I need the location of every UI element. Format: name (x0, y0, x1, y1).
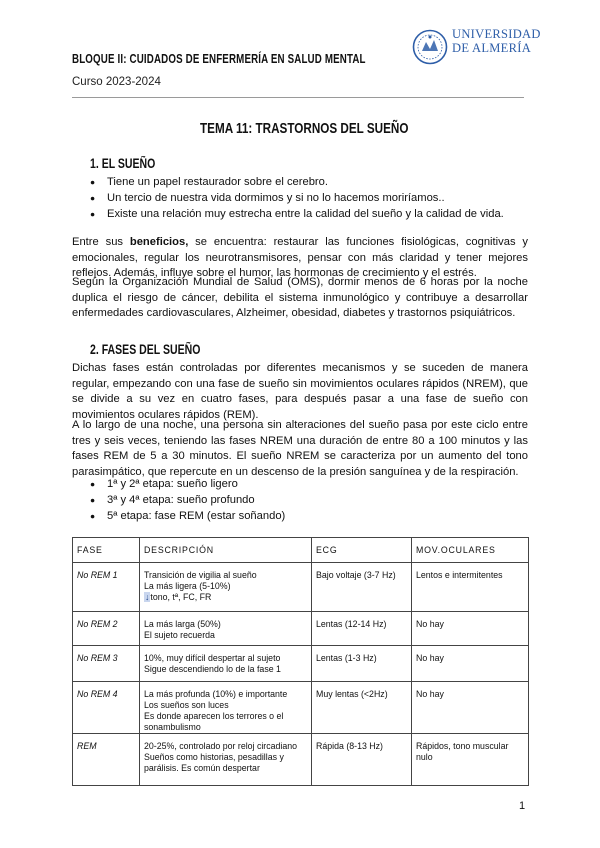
description-line: La más ligera (5-10%) (144, 581, 231, 591)
eye-movement-line: nulo (416, 752, 433, 762)
list-item: ● Un tercio de nuestra vida dormimos y si no lo hacemos moriríamos.. (90, 190, 504, 206)
description-cell (140, 612, 312, 646)
phase-cell: REM (73, 734, 140, 786)
description-cell (140, 563, 312, 612)
description-line: Es donde aparecen los terrores o el (144, 711, 284, 721)
description-line: 20-25%, controlado por reloj circadiano (144, 741, 298, 751)
ecg-cell: Bajo voltaje (3-7 Hz) (312, 563, 412, 612)
table-row (73, 563, 529, 612)
eye-movement-cell (412, 734, 529, 786)
description-line: Sueños como historias, pesadillas y (144, 752, 284, 762)
oms-paragraph: Según la Organización Mundial de Salud (OMS), dormir menos de 6 horas por la noche duplica el riesgo de cáncer, debilita el sistema inmunológico y contribuye a desarrollar enfermedades cardiovasculares, Alzheimer, obesidad, diabetes y trastornos psiquiátricos. (72, 276, 528, 320)
header-divider (72, 97, 524, 98)
ecg-cell: Muy lentas (<2Hz) (312, 682, 412, 734)
sleep-phases-table (72, 537, 529, 786)
eye-movement-cell: No hay (412, 612, 529, 646)
list-item: ● Existe una relación muy estrecha entre la calidad del sueño y la calidad de vida. (90, 206, 504, 222)
document-title: TEMA 11: TRASTORNOS DEL SUEÑO (200, 120, 409, 137)
description-line: El sujeto recuerda (144, 630, 215, 640)
description-cell (140, 682, 312, 734)
description-line: 10%, muy difícil despertar al sujeto (144, 653, 281, 663)
ecg-cell: Rápida (8-13 Hz) (312, 734, 412, 786)
benefits-text: se encuentra: restaurar las funciones fisiológicas, cognitivas y emocionales, regular los neurotransmisores, pensar con más claridad y tener mejores reflejos. Además, influye sobre el humor, las hormonas de crecimiento y el estrés. (72, 236, 528, 280)
list-item: ● 1ª y 2ª etapa: sueño ligero (90, 476, 285, 492)
benefits-prefix: Entre sus (72, 236, 130, 248)
table-row (73, 682, 529, 734)
table-row (73, 734, 529, 786)
eye-movement-cell: No hay (412, 646, 529, 682)
eye-movement-line: Rápidos, tono muscular (416, 741, 509, 751)
benefits-bold: beneficios, (129, 236, 189, 248)
description-cell (140, 646, 312, 682)
list-item: ● 3ª y 4ª etapa: sueño profundo (90, 492, 285, 508)
page-number: 1 (519, 800, 526, 812)
university-seal-icon (412, 29, 448, 65)
section-1-bullets (90, 174, 504, 222)
table-row (73, 646, 529, 682)
eye-movement-cell: No hay (412, 682, 529, 734)
section-2-heading: 2. FASES DEL SUEÑO (90, 342, 201, 357)
university-logo (412, 26, 541, 68)
description-line: La más profunda (10%) e importante (144, 689, 288, 699)
column-header: MOV.OCULARES (412, 538, 529, 563)
course-year: Curso 2023-2024 (72, 76, 161, 88)
column-header: DESCRIPCIÓN (140, 538, 312, 563)
ecg-cell: Lentas (1-3 Hz) (312, 646, 412, 682)
description-line: sonambulismo (144, 722, 201, 732)
section-1-heading: 1. EL SUEÑO (90, 156, 156, 171)
table-row (73, 612, 529, 646)
description-line: Transición de vigilia al sueño (144, 570, 257, 580)
eye-movement-cell: Lentos e intermitentes (412, 563, 529, 612)
description-line: Los sueños son luces (144, 700, 229, 710)
description-line: parálisis. Es común despertar (144, 763, 260, 773)
phases-paragraph-1: Dichas fases están controladas por diferentes mecanismos y se suceden de manera regular, empezando con una fase de sueño sin movimientos oculares rápidos (NREM), que se divide a su vez en cuatro fases, para después pasar a una fase de sueño con movimientos oculares rápidos (REM). (72, 362, 528, 421)
description-cell (140, 734, 312, 786)
column-header: ECG (312, 538, 412, 563)
phase-cell: No REM 4 (73, 682, 140, 734)
column-header: FASE (73, 538, 140, 563)
logo-line-2: DE ALMERÍA (452, 40, 532, 55)
course-title: BLOQUE II: CUIDADOS DE ENFERMERÍA EN SALUD MENTAL (72, 52, 366, 66)
phase-cell: No REM 1 (73, 563, 140, 612)
list-item: ● Tiene un papel restaurador sobre el cerebro. (90, 174, 504, 190)
logo-line-1: UNIVERSIDAD (452, 27, 541, 41)
ecg-cell: Lentas (12-14 Hz) (312, 612, 412, 646)
description-line: Sigue descendiendo lo de la fase 1 (144, 664, 281, 674)
description-text: tono, tª, FC, FR (150, 592, 212, 602)
phases-paragraph-2: A lo largo de una noche, una persona sin alteraciones del sueño pasa por este ciclo entre tres y seis veces, teniendo las fases NREM una duración de entre 80 a 100 minutos y las fases REM de 5 a 30 minutos. El sueño NREM se caracteriza por un aumento del tono parasimpático, que repercute en un descenso de la presión sanguínea y de la respiración. (72, 419, 528, 478)
down-arrow-icon: ↓ (145, 592, 150, 602)
phase-cell: No REM 2 (73, 612, 140, 646)
description-line (144, 592, 307, 603)
section-2-bullets (90, 476, 285, 524)
list-item: ● 5ª etapa: fase REM (estar soñando) (90, 508, 285, 524)
phase-cell: No REM 3 (73, 646, 140, 682)
table-header-row (73, 538, 529, 563)
description-line: La más larga (50%) (144, 619, 221, 629)
